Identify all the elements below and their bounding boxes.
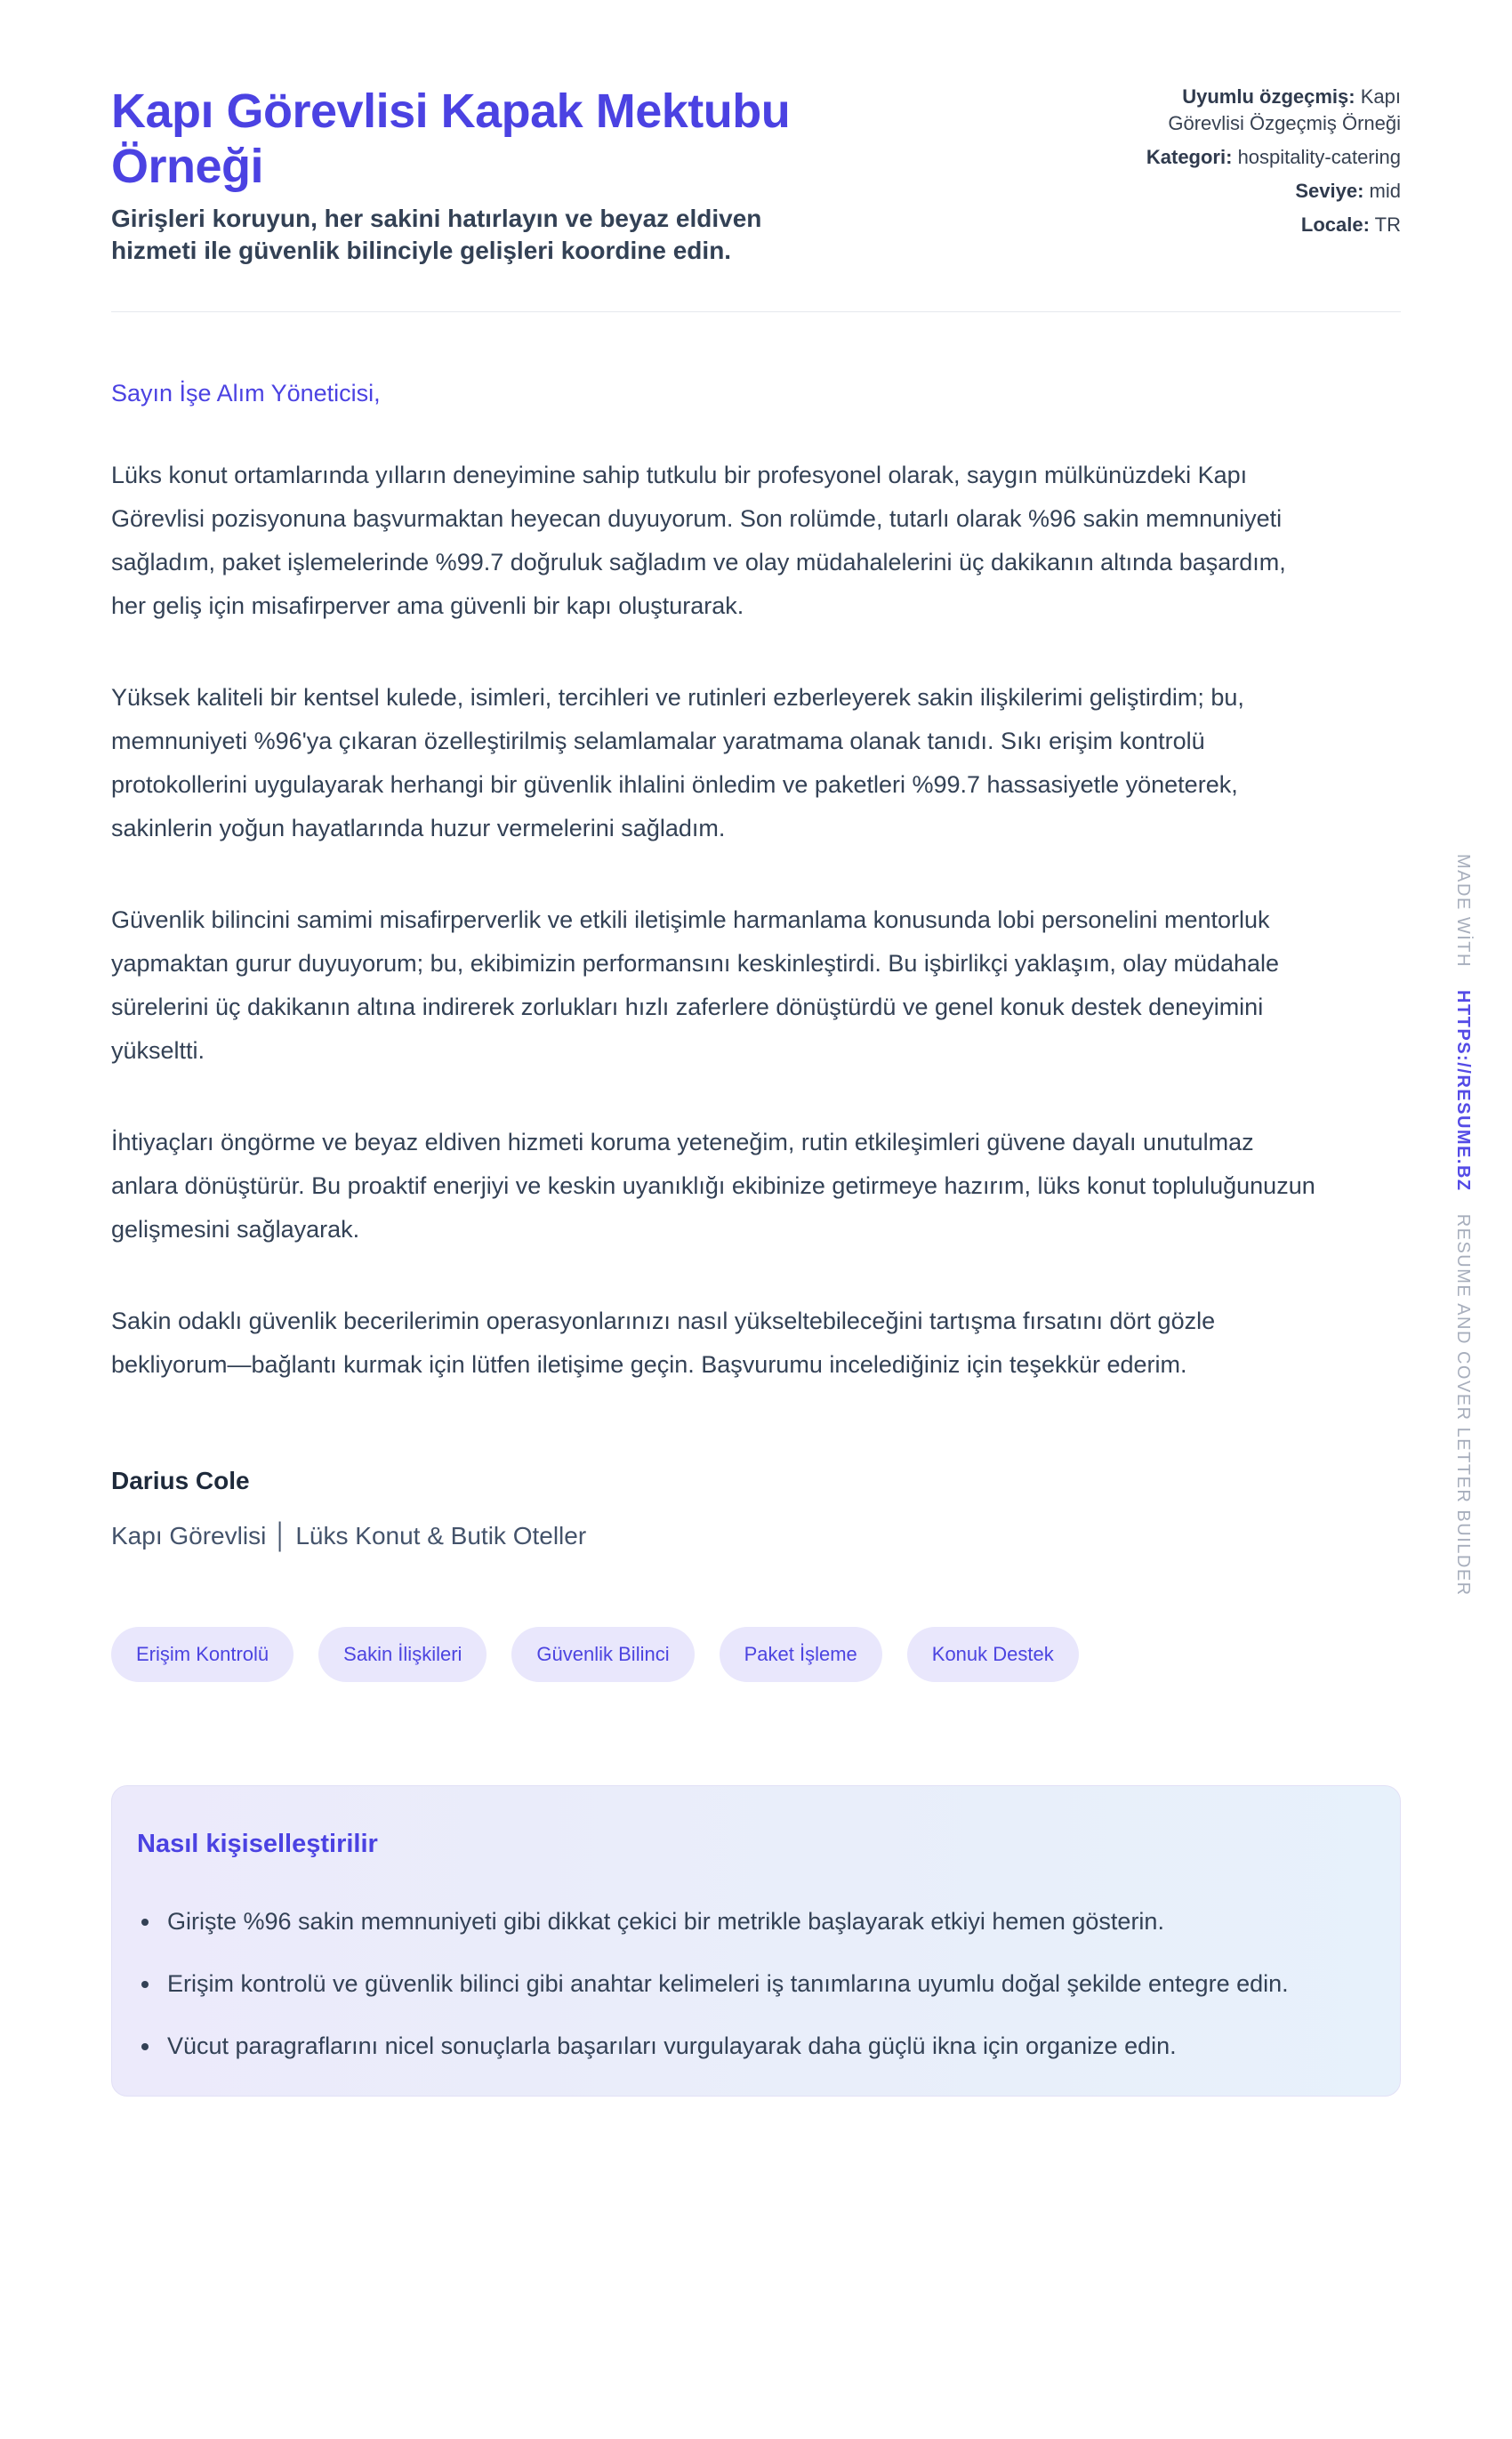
- skill-tags: [111, 1627, 1401, 1682]
- page-title: Kapı Görevlisi Kapak Mektubu Örneği: [111, 85, 791, 193]
- meta-label: Kategori:: [1146, 146, 1233, 168]
- header-divider: [111, 311, 1401, 312]
- letter-paragraph-1: Lüks konut ortamlarında yılların deneyimine sahip tutkulu bir profesyonel olarak, saygın mülkünüzdeki Kapı Görevlisi pozisyonuna başvurmaktan heyecan duyuyorum. Son rolümde, tutarlı olarak %96 sakin memnuniyeti sağladım, paket işlemelerinde %99.7 doğruluk sağladım ve olay müdahalelerini üç dakikanın altında başardım, her geliş için misafirperver ama güvenli bir kapı oluşturarak.: [111, 462, 1286, 619]
- meta-label: Uyumlu özgeçmiş:: [1182, 85, 1355, 108]
- page-subtitle: Girişleri koruyun, her sakini hatırlayın ve beyaz eldiven hizmeti ile güvenlik bilinciyle gelişleri koordine edin.: [111, 205, 762, 264]
- letter-paragraph-4: İhtiyaçları öngörme ve beyaz eldiven hizmeti koruma yeteneğim, rutin etkileşimleri güvene dayalı unutulmaz anlara dönüştürür. Bu proaktif enerjiyi ve keskin uyanıklığı ekibinize getirmeye hazırım, lüks konut topluluğunuzun gelişmesini sağlayarak.: [111, 1129, 1315, 1243]
- watermark-tagline: RESUME AND COVER LETTER BUILDER: [1453, 1213, 1473, 1597]
- signature-name: Darius Cole: [111, 1467, 250, 1494]
- meta-panel: [1127, 84, 1401, 238]
- meta-label: Locale:: [1300, 213, 1370, 236]
- meta-category: [1127, 144, 1401, 171]
- header: [111, 84, 1401, 267]
- meta-label: Seviye:: [1295, 180, 1364, 202]
- salutation: Sayın İşe Alım Yöneticisi,: [111, 380, 381, 406]
- signature-role: Kapı Görevlisi │ Lüks Konut & Butik Oteller: [111, 1522, 587, 1550]
- meta-level: [1127, 178, 1401, 205]
- meta-value: TR: [1374, 213, 1401, 236]
- howto-card: [111, 1785, 1401, 2097]
- skill-tag-resident-relations[interactable]: Sakin İlişkileri: [318, 1627, 487, 1682]
- cover-letter-body: [111, 376, 1401, 1554]
- howto-bullet-2: • Erişim kontrolü ve güvenlik bilinci gibi anahtar kelimeleri iş tanımlarına uyumlu doğal şekilde entegre edin.: [162, 1962, 1318, 2005]
- watermark-made-with: MADE WİTH: [1453, 854, 1473, 968]
- meta-value: hospitality-catering: [1237, 146, 1401, 168]
- meta-value: mid: [1369, 180, 1401, 202]
- watermark-site-link[interactable]: HTTPS://RESUME.BZ: [1453, 990, 1473, 1192]
- howto-bullet-1: • Girişte %96 sakin memnuniyeti gibi dikkat çekici bir metrikle başlayarak etkiyi hemen gösterin.: [162, 1900, 1318, 1943]
- content-column: [111, 0, 1401, 2097]
- howto-bullet-3: • Vücut paragraflarını nicel sonuçlarla başarıları vurgulayarak daha güçlü ikna için organize edin.: [162, 2024, 1318, 2067]
- skill-tag-guest-support[interactable]: Konuk Destek: [907, 1627, 1079, 1682]
- header-title-block: [111, 84, 849, 267]
- meta-locale: [1127, 212, 1401, 238]
- howto-title: Nasıl kişiselleştirilir: [137, 1830, 378, 1858]
- letter-paragraph-2: Yüksek kaliteli bir kentsel kulede, isimleri, tercihleri ve rutinleri ezberleyerek sakin ilişkilerimi geliştirdim; bu, memnuniyeti %96'ya çıkaran özelleştirilmiş selamlamalar yaratmama olanak tanıdı. Sıkı erişim kontrolü protokollerini uygulayarak herhangi bir güvenlik ihlalini önledim ve paketleri %99.7 hassasiyetle yöneterek, sakinlerin yoğun hayatlarında huzur vermelerini sağladım.: [111, 684, 1244, 841]
- letter-paragraph-5: Sakin odaklı güvenlik becerilerimin operasyonlarınızı nasıl yükseltebileceğini tartışma fırsatını dört gözle bekliyorum—bağlantı kurmak için lütfen iletişime geçin. Başvurumu incelediğiniz için teşekkür ederim.: [111, 1308, 1216, 1378]
- howto-list: [137, 1900, 1318, 2067]
- meta-matching-resume: [1127, 84, 1401, 137]
- letter-paragraph-3: Güvenlik bilincini samimi misafirperverlik ve etkili iletişimle harmanlama konusunda lobi personelini mentorluk yapmaktan gurur duyuyorum; bu, ekibimizin performansını keskinleştirdi. Bu işbirlikçi yaklaşım, olay müdahale sürelerini üç dakikanın altına indirerek zorlukları hızlı zaferlere dönüştürdü ve genel konuk destek deneyimini yükseltti.: [111, 906, 1280, 1064]
- meta-value: Kapı Görevlisi Özgeçmiş Örneği: [1168, 85, 1401, 134]
- skill-tag-access-control[interactable]: Erişim Kontrolü: [111, 1627, 294, 1682]
- skill-tag-package-handling[interactable]: Paket İşleme: [720, 1627, 882, 1682]
- watermark: [1452, 854, 1473, 1597]
- skill-tag-security-awareness[interactable]: Güvenlik Bilinci: [511, 1627, 694, 1682]
